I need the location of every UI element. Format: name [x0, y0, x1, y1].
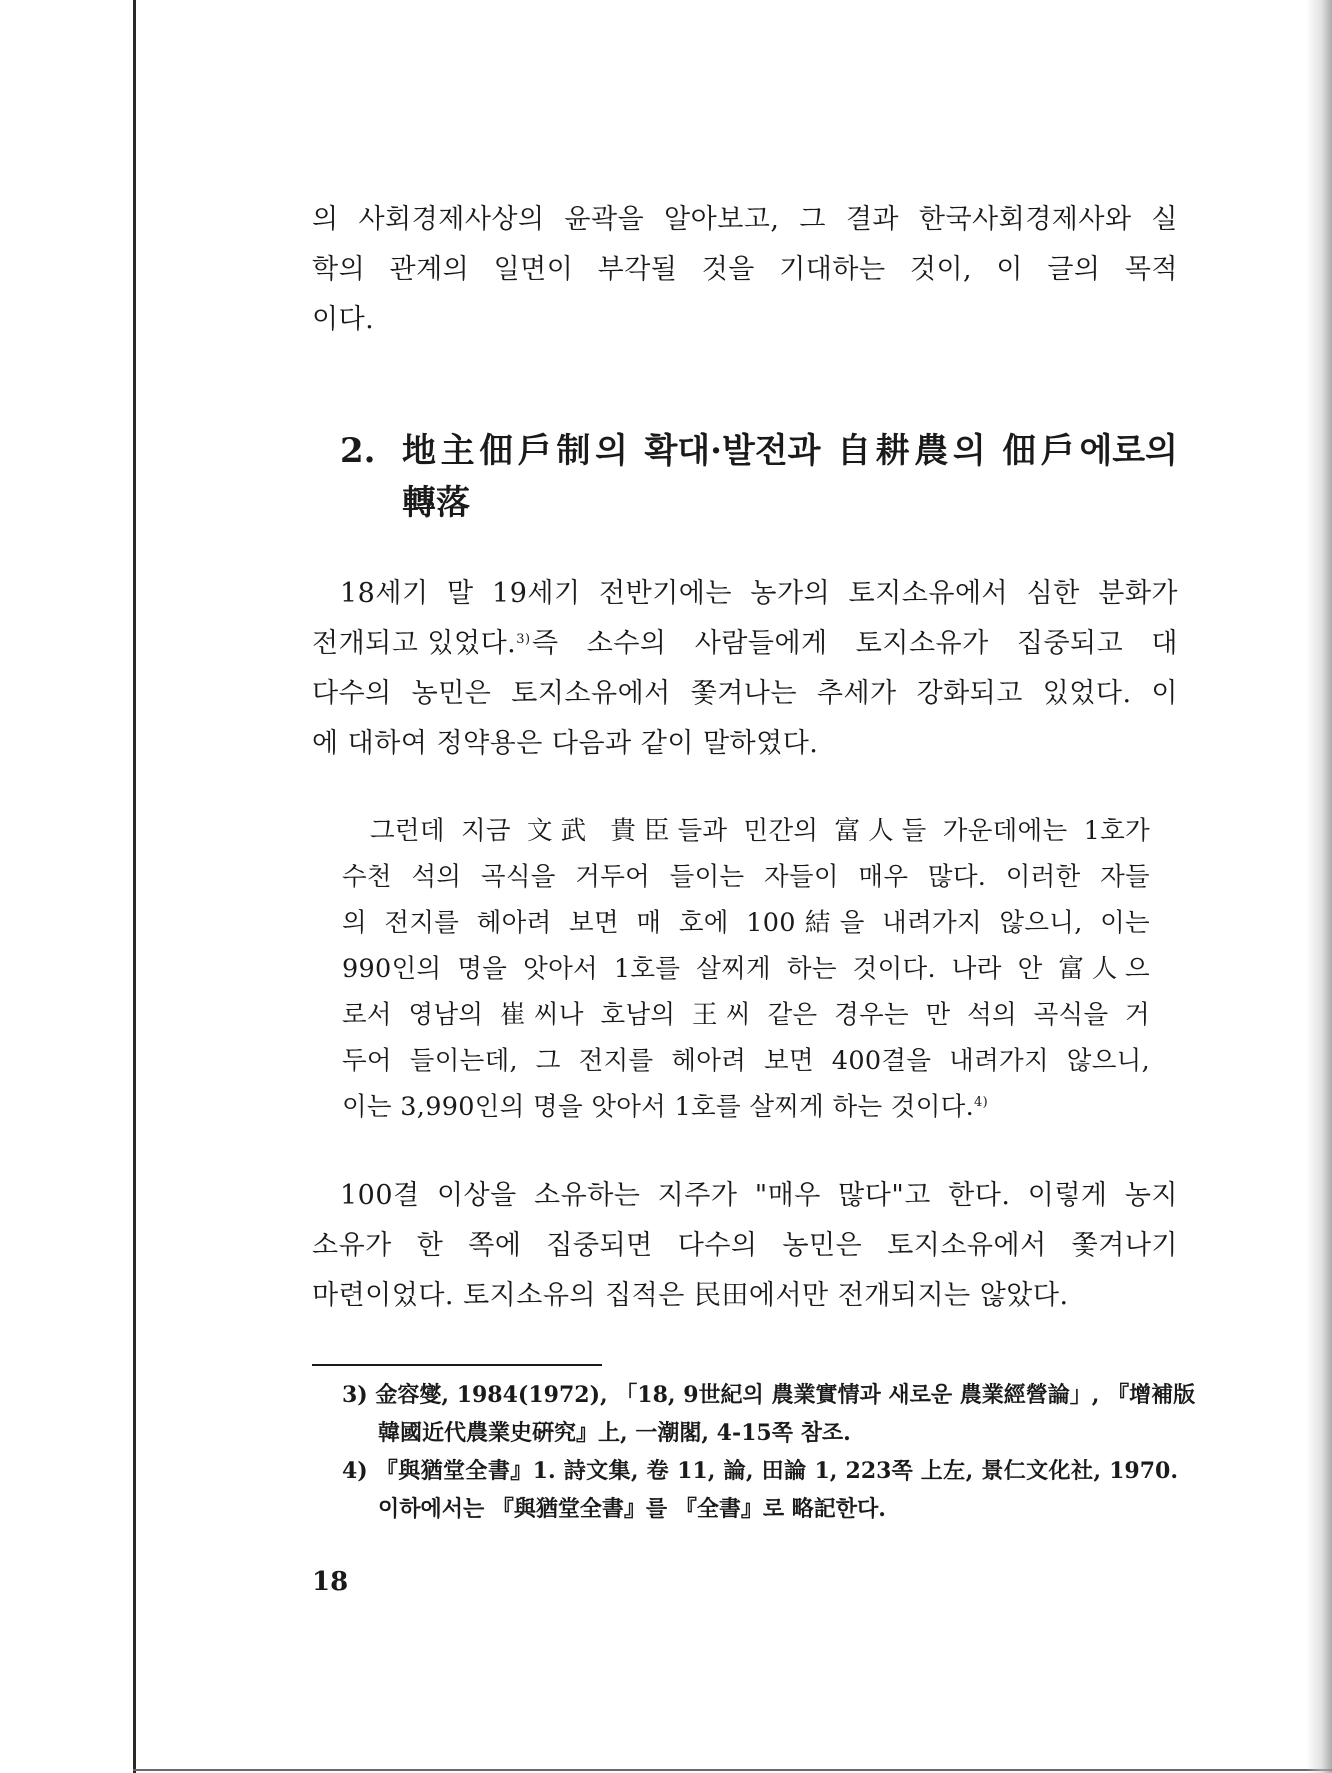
paragraph-2-line-2: 소유가 한 쪽에 집중되면 다수의 농민은 토지소유에서 쫓겨나기: [312, 1230, 1178, 1261]
paragraph-1-line-4: 에 대하여 정약용은 다음과 같이 말하였다.: [312, 728, 819, 759]
footnote-4-line-2: 이하에서는 『與猶堂全書』를 『全書』로 略記한다.: [378, 1496, 886, 1522]
paragraph-1-line-2-cont: 즉 소수의 사람들에게 토지소유가 집중되고 대: [532, 628, 1178, 659]
footnote-ref-3: 3): [516, 632, 531, 647]
quote-line-7-text: 이는 3,990인의 명을 앗아서 1호를 살찌게 하는 것이다.: [342, 1092, 974, 1122]
page-left-edge: [133, 0, 136, 1773]
quote-line-4: 990인의 명을 앗아서 1호를 살찌게 하는 것이다. 나라 안 富人으: [342, 954, 1150, 984]
section-heading-line-1: 地主佃戶制의 확대·발전과 自耕農의 佃戶에로의: [402, 431, 1178, 471]
paragraph-2-line-1: 100결 이상을 소유하는 지주가 "매우 많다"고 한다. 이렇게 농지: [340, 1180, 1178, 1211]
page-bottom-edge: [133, 1769, 1332, 1771]
paragraph-1-line-1: 18세기 말 19세기 전반기에는 농가의 토지소유에서 심한 분화가: [340, 578, 1178, 609]
paragraph-2-line-3: 마련이었다. 토지소유의 집적은 民田에서만 전개되지는 않았다.: [312, 1280, 1069, 1311]
quote-line-3: 의 전지를 헤아려 보면 매 호에 100結을 내려가지 않으니, 이는: [342, 908, 1150, 938]
quote-line-6: 두어 들이는데, 그 전지를 헤아려 보면 400결을 내려가지 않으니,: [342, 1046, 1150, 1076]
intro-line-3: 이다.: [312, 304, 375, 335]
footnote-3-line-1: 3) 金容燮, 1984(1972), 「18, 9世紀의 農業實情과 새로운 農業經營論」, 『增補版: [342, 1382, 1196, 1408]
intro-line-2: 학의 관계의 일면이 부각될 것을 기대하는 것이, 이 글의 목적: [312, 254, 1178, 285]
intro-line-1: 의 사회경제사상의 윤곽을 알아보고, 그 결과 한국사회경제사와 실: [312, 204, 1178, 235]
section-heading-number: 2.: [340, 431, 376, 471]
page-right-shadow: [1306, 0, 1332, 1773]
footnote-rule: [312, 1364, 602, 1366]
section-heading-line-2: 轉落: [402, 483, 470, 523]
paragraph-1-line-2-text: 전개되고 있었다.: [312, 628, 517, 659]
footnote-ref-4: 4): [974, 1095, 988, 1110]
footnote-4-line-1: 4) 『與猶堂全書』1. 詩文集, 卷 11, 論, 田論 1, 223쪽 上左, 景仁文化社, 1970.: [342, 1458, 1178, 1484]
quote-line-7: [342, 1084, 988, 1130]
scan-margin-left: [0, 0, 132, 1773]
page-number: 18: [312, 1567, 349, 1597]
footnote-3-line-2: 韓國近代農業史硏究』上, 一潮閣, 4-15쪽 참조.: [378, 1420, 851, 1446]
quote-line-2: 수천 석의 곡식을 거두어 들이는 자들이 매우 많다. 이러한 자들: [342, 862, 1150, 892]
quote-line-5: 로서 영남의 崔씨나 호남의 王씨 같은 경우는 만 석의 곡식을 거: [342, 1000, 1150, 1030]
quote-line-1: 그런데 지금 文武 貴臣들과 민간의 富人들 가운데에는 1호가: [370, 816, 1150, 846]
paragraph-1-line-3: 다수의 농민은 토지소유에서 쫓겨나는 추세가 강화되고 있었다. 이: [312, 678, 1178, 709]
paragraph-1-line-2: [312, 620, 531, 668]
